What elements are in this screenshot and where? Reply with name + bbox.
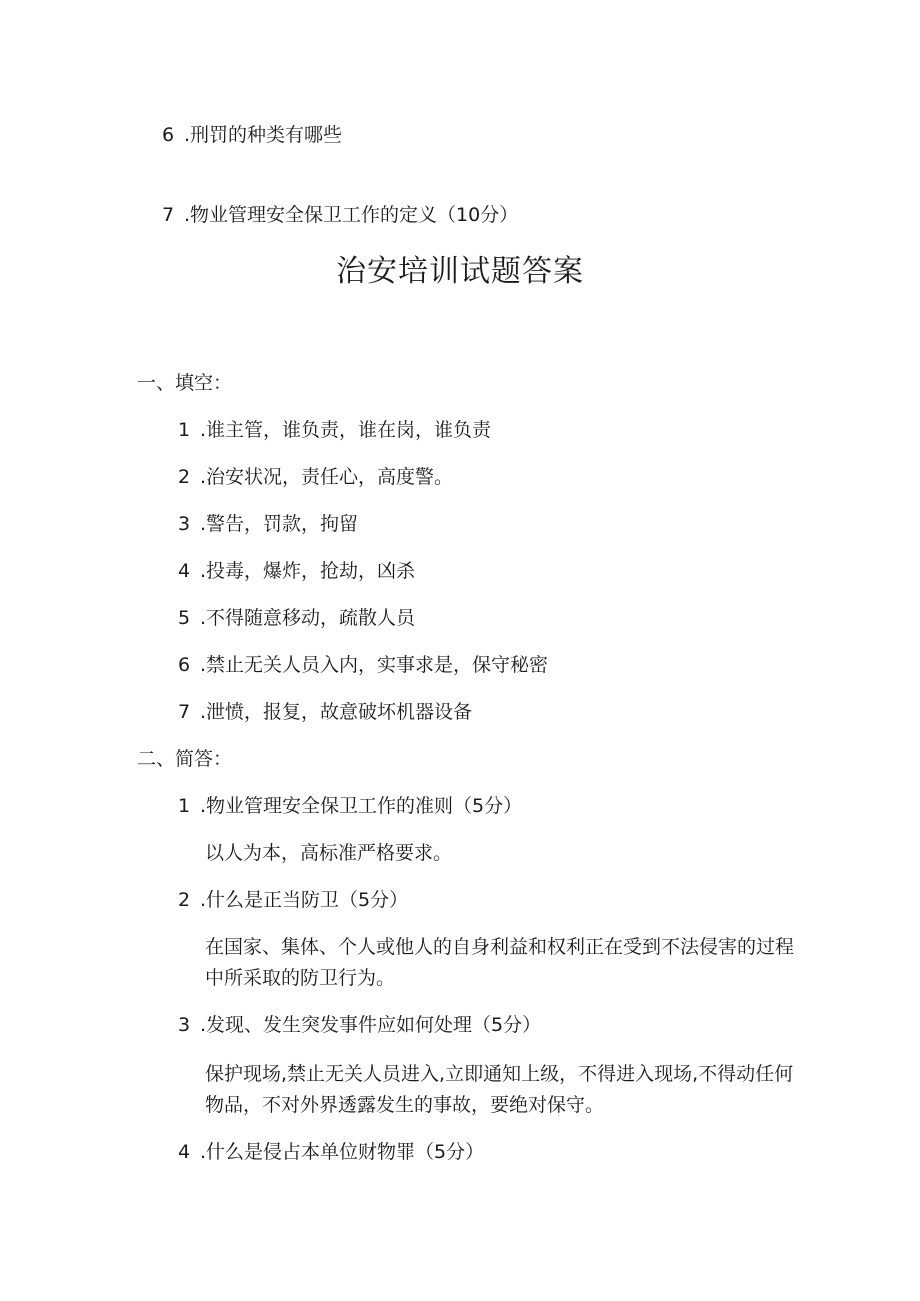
question-text: .物业管理安全保卫工作的定义（10分） bbox=[184, 204, 519, 226]
question-number: 7 bbox=[162, 204, 175, 226]
fill-blank-item-3 bbox=[178, 512, 358, 536]
question-text: .刑罚的种类有哪些 bbox=[184, 124, 343, 146]
question-number: 4 bbox=[178, 1141, 191, 1163]
short-answer-answer-1-line-1: 以人为本，高标准严格要求。 bbox=[205, 842, 453, 864]
item-text: .谁主管，谁负责，谁在岗，谁负责 bbox=[200, 419, 492, 441]
short-answer-answer-2-line-1: 在国家、集体、个人或他人的自身利益和权利正在受到不法侵害的过程 bbox=[205, 936, 795, 958]
item-number: 6 bbox=[178, 654, 191, 676]
question-text: .物业管理安全保卫工作的准则（5分） bbox=[200, 795, 523, 817]
section-heading-fill-blank: 一、填空： bbox=[137, 372, 233, 394]
fill-blank-item-5 bbox=[178, 606, 415, 630]
question-text: .什么是正当防卫（5分） bbox=[200, 889, 409, 911]
item-number: 1 bbox=[178, 419, 191, 441]
question-number: 6 bbox=[162, 124, 175, 146]
short-answer-question-4 bbox=[178, 1140, 484, 1164]
question-number: 2 bbox=[178, 889, 191, 911]
item-number: 4 bbox=[178, 560, 191, 582]
question-text: .发现、发生突发事件应如何处理（5分） bbox=[200, 1014, 542, 1036]
item-text: .治安状况，责任心，高度警。 bbox=[200, 466, 454, 488]
item-text: .禁止无关人员入内，实事求是，保守秘密 bbox=[200, 654, 549, 676]
question-number: 3 bbox=[178, 1014, 191, 1036]
item-text: .投毒，爆炸，抢劫，凶杀 bbox=[200, 560, 416, 582]
pre-question-7 bbox=[162, 203, 518, 227]
fill-blank-item-6 bbox=[178, 653, 548, 677]
fill-blank-item-2 bbox=[178, 465, 453, 489]
item-number: 5 bbox=[178, 607, 191, 629]
item-text: .不得随意移动，疏散人员 bbox=[200, 607, 416, 629]
item-number: 7 bbox=[178, 701, 191, 723]
item-number: 2 bbox=[178, 466, 191, 488]
item-text: .泄愤，报复，故意破坏机器设备 bbox=[200, 701, 473, 723]
page-title: 治安培训试题答案 bbox=[336, 254, 584, 289]
short-answer-answer-2-line-2: 中所采取的防卫行为。 bbox=[205, 967, 396, 989]
short-answer-question-1 bbox=[178, 794, 522, 818]
fill-blank-item-4 bbox=[178, 559, 415, 583]
short-answer-answer-3-line-2: 物品，不对外界透露发生的事故，要绝对保守。 bbox=[205, 1094, 605, 1116]
fill-blank-item-1 bbox=[178, 418, 491, 442]
short-answer-question-3 bbox=[178, 1013, 541, 1037]
short-answer-question-2 bbox=[178, 888, 408, 912]
question-text: .什么是侵占本单位财物罪（5分） bbox=[200, 1141, 485, 1163]
item-text: .警告，罚款，拘留 bbox=[200, 513, 359, 535]
item-number: 3 bbox=[178, 513, 191, 535]
short-answer-answer-3-line-1: 保护现场,禁止无关人员进入,立即通知上级，不得进入现场,不得动任何 bbox=[205, 1063, 794, 1085]
section-heading-short-answer: 二、简答： bbox=[137, 748, 233, 770]
fill-blank-item-7 bbox=[178, 700, 472, 724]
question-number: 1 bbox=[178, 795, 191, 817]
pre-question-6 bbox=[162, 123, 342, 147]
